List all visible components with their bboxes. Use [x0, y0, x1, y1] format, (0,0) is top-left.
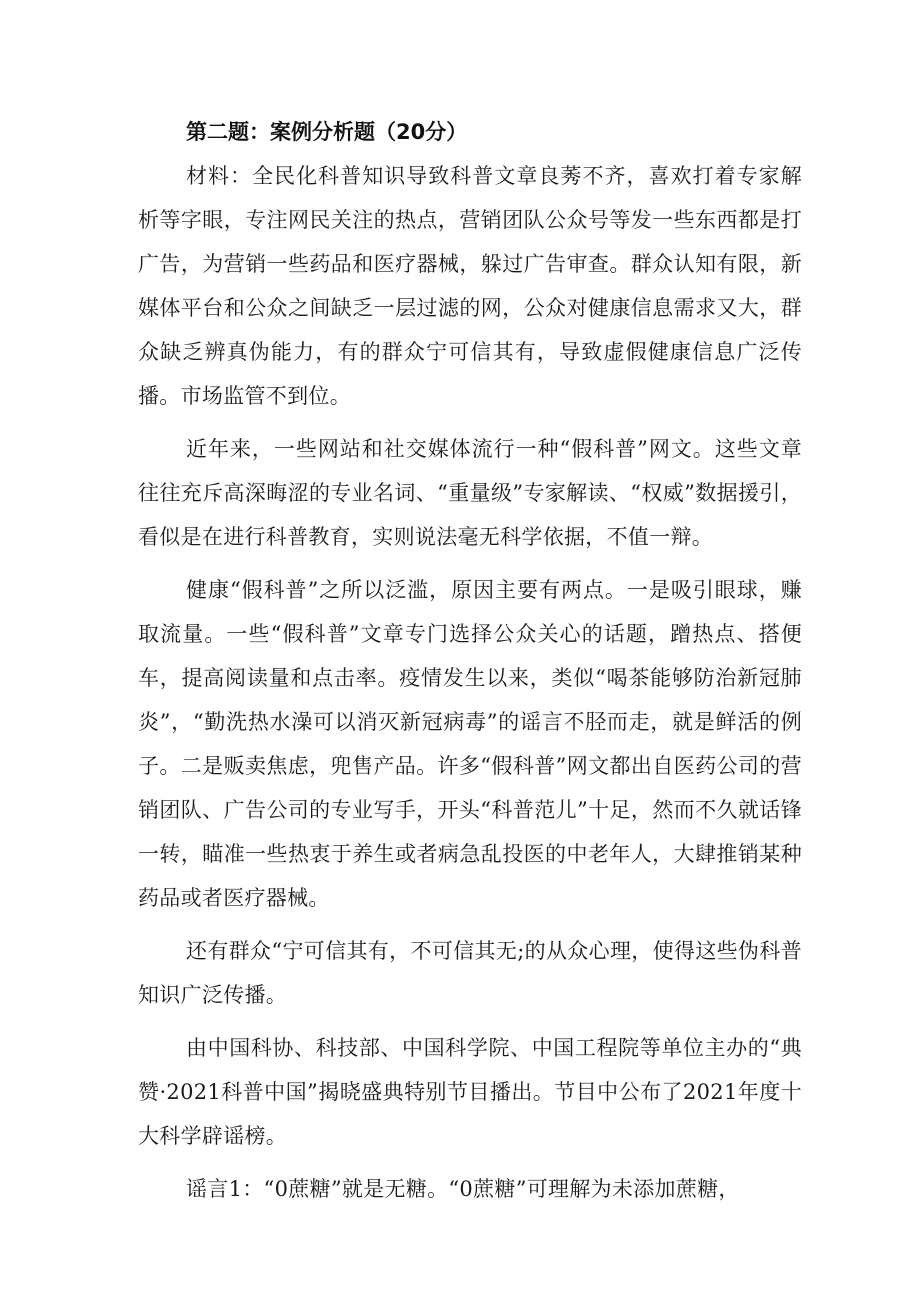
- document-page: [138, 110, 802, 1220]
- fake-science-paragraph: 近年来，一些网站和社交媒体流行一种“假科普”网文。这些文章往往充斥高深晦涩的专业名词、“重量级”专家解读、“权威”数据援引，看似是在进行科普教育，实则说法毫无科学依据，不值一辩。: [138, 437, 802, 549]
- herd-mentality-paragraph: 还有群众“宁可信其有，不可信其无;的从众心理，使得这些伪科普知识广泛传播。: [138, 939, 802, 1007]
- question-heading: 第二题：案例分析题（20分）: [186, 120, 468, 144]
- material-paragraph: 材料：全民化科普知识导致科普文章良莠不齐，喜欢打着专家解析等字眼，专注网民关注的热点，营销团队公众号等发一些东西都是打广告，为营销一些药品和医疗器械，躲过广告审查。群众认知有限，新媒体平台和公众之间缺乏一层过滤的网，公众对健康信息需求又大，群众缺乏辨真伪能力，有的群众宁可信其有，导致虚假健康信息广泛传播。市场监管不到位。: [138, 164, 802, 408]
- ceremony-paragraph: 由中国科协、科技部、中国科学院、中国工程院等单位主办的“典赞·2021科普中国”揭晓盛典特别节目播出。节目中公布了2021年度十大科学辟谣榜。: [138, 1036, 802, 1148]
- rumor-1-paragraph: 谣言1：“0蔗糖”就是无糖。“0蔗糖”可理解为未添加蔗糖，: [186, 1177, 740, 1201]
- causes-paragraph: 健康“假科普”之所以泛滥，原因主要有两点。一是吸引眼球，赚取流量。一些“假科普”文章专门选择公众关心的话题，蹭热点、搭便车，提高阅读量和点击率。疫情发生以来，类似“喝茶能够防治新冠肺炎”，“勤洗热水澡可以消灭新冠病毒”的谣言不胫而走，就是鲜活的例子。二是贩卖焦虑，兜售产品。许多“假科普”网文都出自医药公司的营销团队、广告公司的专业写手，开头“科普范儿”十足，然而不久就话锋一转，瞄准一些热衷于养生或者病急乱投医的中老年人，大肆推销某种药品或者医疗器械。: [138, 578, 802, 910]
